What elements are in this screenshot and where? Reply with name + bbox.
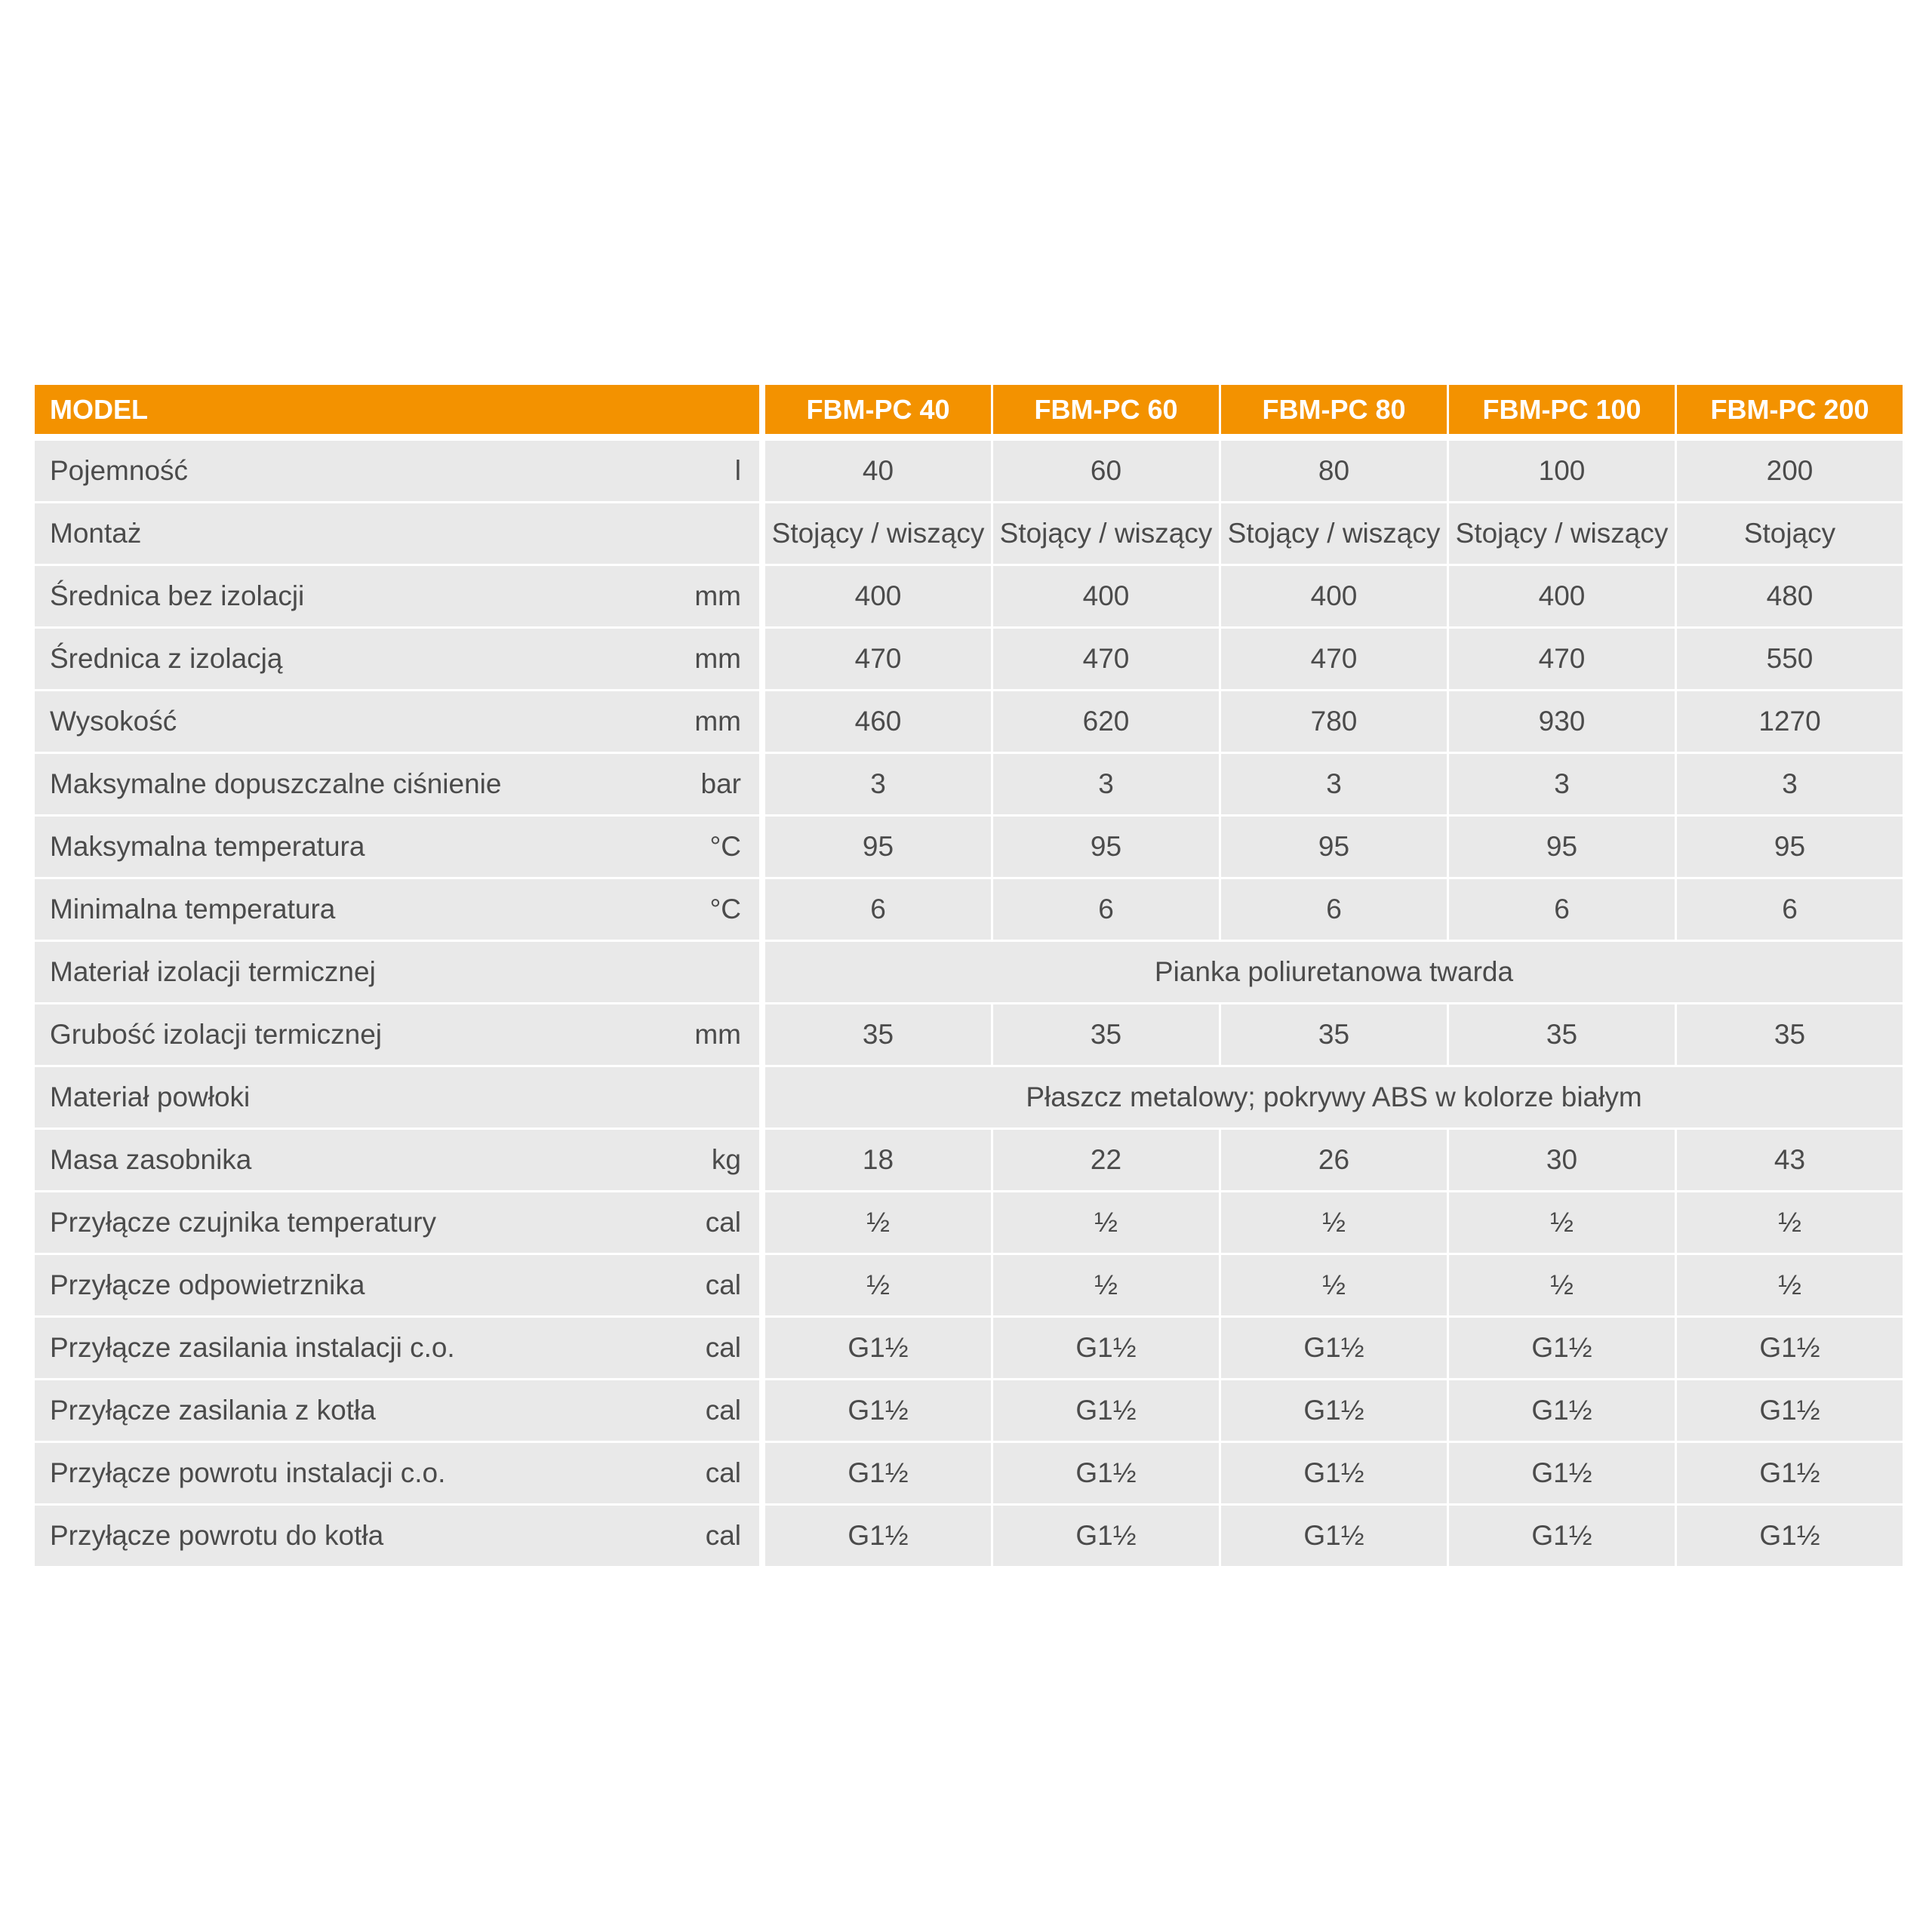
row-label-cell <box>35 441 759 503</box>
value-cell: 400 <box>991 566 1219 629</box>
value-cell: ½ <box>991 1255 1219 1318</box>
value-cell: 30 <box>1447 1130 1675 1192</box>
table-header-row <box>35 385 1903 434</box>
row-label-cell <box>35 1443 759 1506</box>
value-cell: 780 <box>1219 691 1447 754</box>
value-cell: G1½ <box>1675 1380 1903 1443</box>
row-unit: mm <box>694 580 741 611</box>
value-cell: ½ <box>1219 1192 1447 1255</box>
table-row <box>35 754 1903 817</box>
value-cell: 95 <box>991 817 1219 879</box>
value-cell: 18 <box>765 1130 991 1192</box>
row-values <box>765 1067 1903 1130</box>
value-cell: 620 <box>991 691 1219 754</box>
row-unit: mm <box>694 1019 741 1050</box>
row-label: Średnica z izolacją <box>50 643 283 674</box>
row-unit: cal <box>705 1332 741 1363</box>
value-cell: G1½ <box>991 1380 1219 1443</box>
value-cell: Stojący / wiszący <box>765 503 991 566</box>
value-cell: ½ <box>1675 1192 1903 1255</box>
value-cell: G1½ <box>1447 1506 1675 1568</box>
value-cell: 6 <box>1447 879 1675 942</box>
row-values <box>765 441 1903 503</box>
table-row <box>35 1067 1903 1130</box>
header-model-name: FBM-PC 40 <box>765 385 991 434</box>
value-cell: 1270 <box>1675 691 1903 754</box>
value-cell: 22 <box>991 1130 1219 1192</box>
value-cell: ½ <box>1219 1255 1447 1318</box>
row-unit: cal <box>705 1207 741 1238</box>
row-label: Przyłącze powrotu do kotła <box>50 1520 384 1551</box>
row-unit: mm <box>694 706 741 737</box>
value-cell: G1½ <box>1219 1443 1447 1506</box>
row-label-cell <box>35 817 759 879</box>
row-unit: bar <box>700 768 741 799</box>
row-unit: cal <box>705 1269 741 1300</box>
value-cell: 35 <box>991 1004 1219 1067</box>
value-cell: 35 <box>1447 1004 1675 1067</box>
row-label-cell <box>35 1255 759 1318</box>
value-cell: 35 <box>765 1004 991 1067</box>
value-cell: Stojący / wiszący <box>1447 503 1675 566</box>
table-row <box>35 879 1903 942</box>
row-label-cell <box>35 942 759 1004</box>
value-cell: 400 <box>765 566 991 629</box>
row-label-cell <box>35 629 759 691</box>
row-label-cell <box>35 754 759 817</box>
row-label: Materiał izolacji termicznej <box>50 956 376 987</box>
row-values <box>765 1380 1903 1443</box>
table-body <box>35 441 1903 1568</box>
table-row <box>35 629 1903 691</box>
row-label-cell <box>35 1067 759 1130</box>
header-model-name: FBM-PC 80 <box>1219 385 1447 434</box>
row-label: Przyłącze czujnika temperatury <box>50 1207 437 1238</box>
table-row <box>35 1192 1903 1255</box>
value-cell: 200 <box>1675 441 1903 503</box>
value-cell: 43 <box>1675 1130 1903 1192</box>
value-cell: 470 <box>1219 629 1447 691</box>
row-label: Średnica bez izolacji <box>50 580 305 611</box>
header-models <box>765 385 1903 434</box>
table-row <box>35 1255 1903 1318</box>
row-values <box>765 1004 1903 1067</box>
value-cell: ½ <box>765 1255 991 1318</box>
row-unit: °C <box>709 831 741 862</box>
row-values <box>765 1192 1903 1255</box>
row-values <box>765 566 1903 629</box>
value-cell: G1½ <box>1447 1443 1675 1506</box>
row-label-cell <box>35 1004 759 1067</box>
row-label: Grubość izolacji termicznej <box>50 1019 383 1050</box>
value-cell: ½ <box>1447 1192 1675 1255</box>
value-cell: 26 <box>1219 1130 1447 1192</box>
value-cell: 480 <box>1675 566 1903 629</box>
value-cell: 95 <box>1447 817 1675 879</box>
value-cell: 460 <box>765 691 991 754</box>
row-values <box>765 817 1903 879</box>
value-cell: 95 <box>1675 817 1903 879</box>
merged-value-cell: Płaszcz metalowy; pokrywy ABS w kolorze białym <box>765 1067 1903 1130</box>
spec-table <box>35 385 1903 1568</box>
value-cell: 40 <box>765 441 991 503</box>
value-cell: 3 <box>1675 754 1903 817</box>
table-row <box>35 1318 1903 1380</box>
row-label: Przyłącze zasilania z kotła <box>50 1395 376 1426</box>
value-cell: G1½ <box>991 1443 1219 1506</box>
value-cell: 3 <box>991 754 1219 817</box>
row-values <box>765 691 1903 754</box>
value-cell: G1½ <box>1219 1318 1447 1380</box>
row-label-cell <box>35 1506 759 1568</box>
header-model-name: FBM-PC 100 <box>1447 385 1675 434</box>
row-values <box>765 503 1903 566</box>
row-label-cell <box>35 566 759 629</box>
value-cell: G1½ <box>765 1506 991 1568</box>
row-values <box>765 754 1903 817</box>
value-cell: 470 <box>765 629 991 691</box>
value-cell: 470 <box>1447 629 1675 691</box>
row-label: Maksymalna temperatura <box>50 831 365 862</box>
value-cell: 35 <box>1219 1004 1447 1067</box>
row-label-cell <box>35 1130 759 1192</box>
value-cell: ½ <box>1675 1255 1903 1318</box>
value-cell: 400 <box>1447 566 1675 629</box>
value-cell: 930 <box>1447 691 1675 754</box>
row-label-cell <box>35 1192 759 1255</box>
row-label-cell <box>35 691 759 754</box>
table-row <box>35 503 1903 566</box>
row-label: Minimalna temperatura <box>50 894 336 924</box>
value-cell: 95 <box>765 817 991 879</box>
value-cell: 3 <box>765 754 991 817</box>
row-label-cell <box>35 1380 759 1443</box>
value-cell: G1½ <box>1675 1318 1903 1380</box>
table-row <box>35 942 1903 1004</box>
value-cell: 470 <box>991 629 1219 691</box>
row-unit: mm <box>694 643 741 674</box>
row-values <box>765 942 1903 1004</box>
table-row <box>35 691 1903 754</box>
value-cell: 6 <box>765 879 991 942</box>
row-values <box>765 1130 1903 1192</box>
row-values <box>765 1443 1903 1506</box>
value-cell: 400 <box>1219 566 1447 629</box>
value-cell: ½ <box>991 1192 1219 1255</box>
row-label: Wysokość <box>50 706 177 737</box>
row-unit: cal <box>705 1395 741 1426</box>
value-cell: G1½ <box>765 1318 991 1380</box>
value-cell: G1½ <box>991 1506 1219 1568</box>
value-cell: G1½ <box>1219 1380 1447 1443</box>
value-cell: 6 <box>1219 879 1447 942</box>
value-cell: G1½ <box>991 1318 1219 1380</box>
row-unit: cal <box>705 1520 741 1551</box>
value-cell: 60 <box>991 441 1219 503</box>
table-row <box>35 566 1903 629</box>
table-row <box>35 1004 1903 1067</box>
row-label: Maksymalne dopuszczalne ciśnienie <box>50 768 502 799</box>
value-cell: Stojący / wiszący <box>1219 503 1447 566</box>
row-label-cell <box>35 1318 759 1380</box>
value-cell: ½ <box>1447 1255 1675 1318</box>
value-cell: G1½ <box>765 1380 991 1443</box>
row-unit: kg <box>711 1144 741 1175</box>
row-label: Przyłącze zasilania instalacji c.o. <box>50 1332 455 1363</box>
value-cell: 95 <box>1219 817 1447 879</box>
table-row <box>35 1130 1903 1192</box>
value-cell: 6 <box>991 879 1219 942</box>
table-row <box>35 1443 1903 1506</box>
value-cell: 35 <box>1675 1004 1903 1067</box>
row-values <box>765 629 1903 691</box>
value-cell: G1½ <box>1447 1318 1675 1380</box>
value-cell: G1½ <box>765 1443 991 1506</box>
row-unit: °C <box>709 894 741 924</box>
value-cell: G1½ <box>1675 1443 1903 1506</box>
value-cell: Stojący / wiszący <box>991 503 1219 566</box>
value-cell: Stojący <box>1675 503 1903 566</box>
row-label: Pojemność <box>50 455 189 486</box>
value-cell: 100 <box>1447 441 1675 503</box>
row-values <box>765 879 1903 942</box>
value-cell: 6 <box>1675 879 1903 942</box>
row-label: Materiał powłoki <box>50 1081 251 1112</box>
row-label: Przyłącze odpowietrznika <box>50 1269 365 1300</box>
row-label-cell <box>35 503 759 566</box>
row-label: Montaż <box>50 518 142 549</box>
value-cell: 3 <box>1447 754 1675 817</box>
table-row <box>35 1506 1903 1568</box>
value-cell: 550 <box>1675 629 1903 691</box>
row-values <box>765 1506 1903 1568</box>
value-cell: G1½ <box>1447 1380 1675 1443</box>
table-row <box>35 1380 1903 1443</box>
value-cell: 3 <box>1219 754 1447 817</box>
row-unit: cal <box>705 1457 741 1488</box>
row-label: Masa zasobnika <box>50 1144 252 1175</box>
row-values <box>765 1255 1903 1318</box>
value-cell: 80 <box>1219 441 1447 503</box>
value-cell: G1½ <box>1219 1506 1447 1568</box>
header-model-name: FBM-PC 200 <box>1675 385 1903 434</box>
row-label-cell <box>35 879 759 942</box>
header-model-name: FBM-PC 60 <box>991 385 1219 434</box>
merged-value-cell: Pianka poliuretanowa twarda <box>765 942 1903 1004</box>
table-row <box>35 817 1903 879</box>
row-label: Przyłącze powrotu instalacji c.o. <box>50 1457 446 1488</box>
table-row <box>35 441 1903 503</box>
value-cell: G1½ <box>1675 1506 1903 1568</box>
value-cell: ½ <box>765 1192 991 1255</box>
header-model-label: MODEL <box>35 385 759 434</box>
row-values <box>765 1318 1903 1380</box>
row-unit: l <box>734 455 741 486</box>
